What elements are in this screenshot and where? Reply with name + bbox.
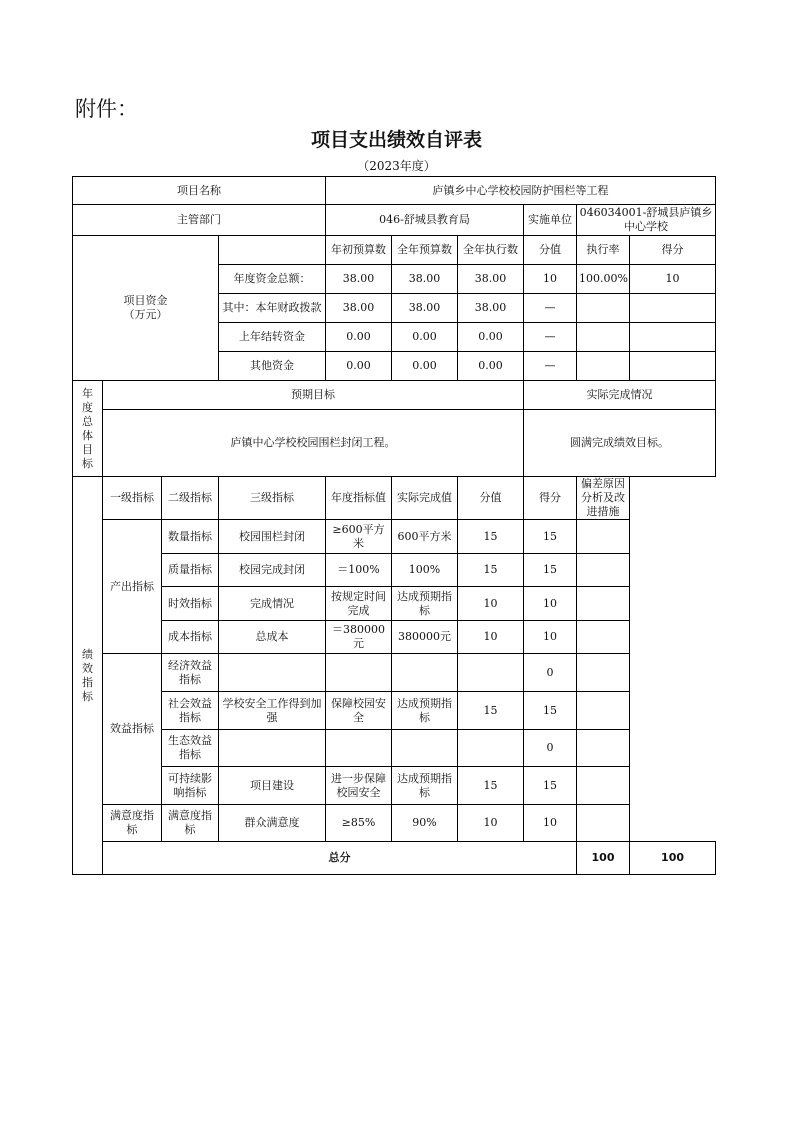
funds-cell: — xyxy=(524,323,577,352)
actual-cell: 达成预期指标 xyxy=(392,692,458,730)
funds-header: 年初预算数 xyxy=(326,236,392,265)
funds-cell: 38.00 xyxy=(458,265,524,294)
funds-cell: 38.00 xyxy=(326,265,392,294)
got-cell: 10 xyxy=(524,805,577,842)
level3-cell xyxy=(219,730,326,767)
actual-cell xyxy=(392,730,458,767)
expected-goal-label: 预期目标 xyxy=(103,381,524,410)
got-cell: 15 xyxy=(524,554,577,587)
target-cell: ＝100% xyxy=(326,554,392,587)
note-cell xyxy=(577,520,630,554)
funds-cell: 38.00 xyxy=(458,294,524,323)
score-cell: 10 xyxy=(458,587,524,621)
got-cell: 15 xyxy=(524,767,577,805)
year-label: （2023年度） xyxy=(357,159,436,173)
actual-cell: 90% xyxy=(392,805,458,842)
actual-cell: 100% xyxy=(392,554,458,587)
level3-cell: 学校安全工作得到加强 xyxy=(219,692,326,730)
actual-cell: 达成预期指标 xyxy=(392,767,458,805)
score-cell xyxy=(458,730,524,767)
target-cell xyxy=(326,730,392,767)
project-name-label: 项目名称 xyxy=(73,177,326,205)
evaluation-table xyxy=(72,176,716,875)
level2-cell: 社会效益指标 xyxy=(162,692,219,730)
got-cell: 15 xyxy=(524,692,577,730)
perf-label xyxy=(73,477,103,875)
funds-header-row xyxy=(73,236,716,265)
funds-cell: 0.00 xyxy=(458,352,524,381)
target-cell: 保障校园安全 xyxy=(326,692,392,730)
got-cell: 15 xyxy=(524,520,577,554)
perf-row xyxy=(73,730,716,767)
funds-cell: 100.00% xyxy=(577,265,630,294)
funds-row-label: 年度资金总额： xyxy=(219,265,326,294)
perf-header: 三级指标 xyxy=(219,477,326,520)
note-cell xyxy=(577,587,630,621)
total-row xyxy=(73,842,716,875)
level3-cell: 项目建设 xyxy=(219,767,326,805)
level2-cell: 成本指标 xyxy=(162,621,219,654)
funds-label-text: 项目资金 xyxy=(123,294,168,307)
project-name: 庐镇乡中心学校校园防护围栏等工程 xyxy=(326,177,716,205)
perf-label-text: 绩效指标 xyxy=(82,647,93,703)
actual-cell: 380000元 xyxy=(392,621,458,654)
perf-header: 二级指标 xyxy=(162,477,219,520)
level3-cell: 群众满意度 xyxy=(219,805,326,842)
target-cell xyxy=(326,654,392,692)
funds-cell: — xyxy=(524,352,577,381)
actual-cell xyxy=(392,654,458,692)
level2-cell: 满意度指标 xyxy=(162,805,219,842)
got-cell: 10 xyxy=(524,587,577,621)
level3-cell: 总成本 xyxy=(219,621,326,654)
funds-row-label: 其中：本年财政拨款 xyxy=(219,294,326,323)
level2-cell: 数量指标 xyxy=(162,520,219,554)
perf-header: 得分 xyxy=(524,477,577,520)
target-cell: ≥85% xyxy=(326,805,392,842)
got-cell: 0 xyxy=(524,730,577,767)
perf-header: 实际完成值 xyxy=(392,477,458,520)
funds-cell: 38.00 xyxy=(392,294,458,323)
funds-header: 全年执行数 xyxy=(458,236,524,265)
level2-cell: 可持续影响指标 xyxy=(162,767,219,805)
got-cell: 0 xyxy=(524,654,577,692)
level2-cell: 时效指标 xyxy=(162,587,219,621)
total-got: 100 xyxy=(630,842,716,875)
funds-row-label: 上年结转资金 xyxy=(219,323,326,352)
goals-label-text: 年度总体目标 xyxy=(82,386,93,470)
goals-label xyxy=(73,381,103,477)
actual-cell: 600平方米 xyxy=(392,520,458,554)
funds-header: 全年预算数 xyxy=(392,236,458,265)
funds-label xyxy=(73,236,219,381)
level3-cell: 校园完成封闭 xyxy=(219,554,326,587)
note-cell xyxy=(577,730,630,767)
attachment-label: 附件： xyxy=(75,97,138,121)
goals-header-row xyxy=(73,381,716,410)
target-cell: 按规定时间完成 xyxy=(326,587,392,621)
funds-cell xyxy=(577,294,630,323)
perf-row xyxy=(73,520,716,554)
perf-header: 年度指标值 xyxy=(326,477,392,520)
funds-cell: 10 xyxy=(630,265,716,294)
funds-cell: 0.00 xyxy=(326,352,392,381)
level2-cell: 生态效益指标 xyxy=(162,730,219,767)
total-label: 总分 xyxy=(103,842,577,875)
funds-unit-text: （万元） xyxy=(123,308,168,321)
funds-cell: 0.00 xyxy=(326,323,392,352)
target-cell: ＝380000元 xyxy=(326,621,392,654)
level3-cell: 校园围栏封闭 xyxy=(219,520,326,554)
note-cell xyxy=(577,554,630,587)
funds-header: 执行率 xyxy=(577,236,630,265)
note-cell xyxy=(577,805,630,842)
perf-row xyxy=(73,805,716,842)
funds-cell xyxy=(577,323,630,352)
score-cell: 15 xyxy=(458,767,524,805)
level3-cell xyxy=(219,654,326,692)
funds-cell: 0.00 xyxy=(392,352,458,381)
note-cell xyxy=(577,654,630,692)
goals-row xyxy=(73,410,716,477)
funds-header: 分值 xyxy=(524,236,577,265)
actual-cell: 达成预期指标 xyxy=(392,587,458,621)
funds-cell xyxy=(630,323,716,352)
target-cell: ≥600平方米 xyxy=(326,520,392,554)
level1-output: 产出指标 xyxy=(103,520,162,654)
level2-cell: 经济效益指标 xyxy=(162,654,219,692)
funds-cell: 38.00 xyxy=(326,294,392,323)
level3-cell: 完成情况 xyxy=(219,587,326,621)
perf-header: 偏差原因分析及改进措施 xyxy=(577,477,630,520)
note-cell xyxy=(577,692,630,730)
got-cell: 10 xyxy=(524,621,577,654)
funds-cell: 0.00 xyxy=(392,323,458,352)
perf-header: 一级指标 xyxy=(103,477,162,520)
score-cell: 10 xyxy=(458,805,524,842)
funds-cell: 10 xyxy=(524,265,577,294)
score-cell: 15 xyxy=(458,520,524,554)
total-score: 100 xyxy=(577,842,630,875)
score-cell xyxy=(458,654,524,692)
expected-goal: 庐镇中心学校校园围栏封闭工程。 xyxy=(103,410,524,477)
score-cell: 15 xyxy=(458,692,524,730)
page-title: 项目支出绩效自评表 xyxy=(310,129,482,151)
perf-header-row xyxy=(73,477,716,520)
unit-value: 046034001-舒城县庐镇乡中心学校 xyxy=(577,205,716,236)
funds-header: 得分 xyxy=(630,236,716,265)
perf-header: 分值 xyxy=(458,477,524,520)
level1-satisfaction: 满意度指标 xyxy=(103,805,162,842)
funds-cell xyxy=(630,352,716,381)
actual-result: 圆满完成绩效目标。 xyxy=(524,410,716,477)
funds-cell xyxy=(630,294,716,323)
level1-benefit: 效益指标 xyxy=(103,654,162,805)
funds-cell: 0.00 xyxy=(458,323,524,352)
dept-value: 046-舒城县教育局 xyxy=(326,205,524,236)
note-cell xyxy=(577,621,630,654)
perf-row xyxy=(73,587,716,621)
funds-cell: — xyxy=(524,294,577,323)
score-cell: 15 xyxy=(458,554,524,587)
target-cell: 进一步保障校园安全 xyxy=(326,767,392,805)
funds-cell: 38.00 xyxy=(392,265,458,294)
perf-row xyxy=(73,554,716,587)
funds-row-label: 其他资金 xyxy=(219,352,326,381)
perf-row xyxy=(73,767,716,805)
project-name-row xyxy=(73,177,716,205)
note-cell xyxy=(577,767,630,805)
funds-cell xyxy=(577,352,630,381)
unit-label: 实施单位 xyxy=(524,205,577,236)
perf-row xyxy=(73,654,716,692)
dept-row xyxy=(73,205,716,236)
perf-row xyxy=(73,621,716,654)
dept-label: 主管部门 xyxy=(73,205,326,236)
perf-row xyxy=(73,692,716,730)
funds-header-blank xyxy=(219,236,326,265)
score-cell: 10 xyxy=(458,621,524,654)
level2-cell: 质量指标 xyxy=(162,554,219,587)
actual-result-label: 实际完成情况 xyxy=(524,381,716,410)
